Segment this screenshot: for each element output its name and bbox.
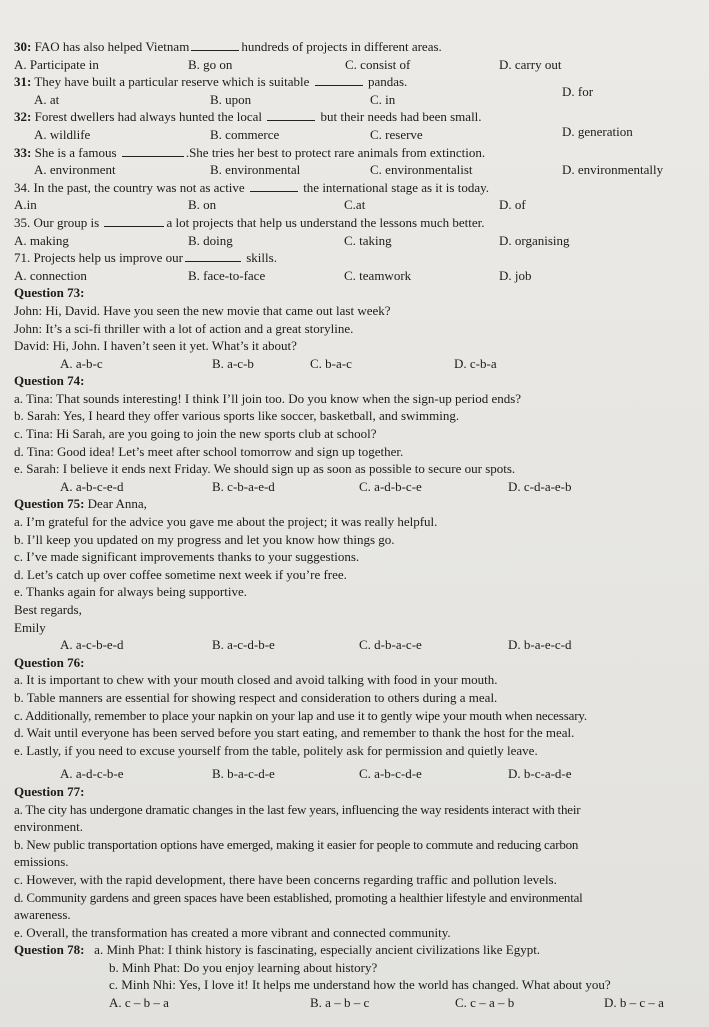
option-c: C. reserve xyxy=(370,126,423,142)
sentence-line: d. Community gardens and green spaces have been established, promoting a healthier lifestyle and environmental xyxy=(14,889,583,905)
dialogue-line: e. Sarah: I believe it ends next Friday. We should sign up as soon as possible to secure our spots. xyxy=(14,461,516,477)
letter-line: a. I’m grateful for the advice you gave me about the project; it was really helpful. xyxy=(14,514,438,530)
option-b: B. a-c-d-b-e xyxy=(212,637,275,653)
option-b: B. on xyxy=(188,197,217,213)
worksheet-content xyxy=(14,38,701,1012)
letter-line: b. I’ll keep you updated on my progress and let you know how things go. xyxy=(14,531,395,547)
option-b: B. doing xyxy=(188,232,233,248)
question-74-title: Question 74: xyxy=(14,373,85,389)
dialogue-line: John: Hi, David. Have you seen the new movie that came out last week? xyxy=(14,302,391,318)
answer-blank xyxy=(104,215,164,227)
option-a: A. at xyxy=(34,91,60,107)
dialogue-line: a. Minh Phat: I think history is fascinating, especially ancient civilizations like Egypt. xyxy=(94,942,541,958)
option-d: D. b-a-e-c-d xyxy=(508,637,572,653)
option-d: D. organising xyxy=(499,232,570,248)
question-number: 31: xyxy=(14,74,32,90)
dialogue-line: d. Tina: Good idea! Let’s meet after school tomorrow and sign up together. xyxy=(14,443,404,459)
stem-text: FAO has also helped Vietnam xyxy=(34,39,190,54)
answer-blank xyxy=(250,180,298,192)
option-c: C. d-b-a-c-e xyxy=(359,637,422,653)
option-d: D. c-b-a xyxy=(454,355,497,371)
letter-line: e. Thanks again for always being supportive. xyxy=(14,584,247,600)
option-b: B. b-a-c-d-e xyxy=(212,766,275,782)
option-c: C. in xyxy=(370,91,396,107)
question-label: Question 75: xyxy=(14,496,85,512)
question-75-options xyxy=(14,636,701,654)
dialogue-line: a. Tina: That sounds interesting! I think I’ll join too. Do you know when the sign-up period ends? xyxy=(14,390,522,406)
letter-closing: Best regards, xyxy=(14,602,82,617)
option-d: D. c-d-a-e-b xyxy=(508,478,572,494)
question-35-stem xyxy=(14,214,701,232)
answer-blank xyxy=(191,39,239,51)
question-31-options xyxy=(14,83,701,109)
dialogue-line: b. Minh Phat: Do you enjoy learning about history? xyxy=(109,959,378,975)
option-b: B. face-to-face xyxy=(188,267,266,283)
stem-text: Forest dwellers had always hunted the local xyxy=(34,109,263,125)
stem-text: She is a famous xyxy=(34,144,117,160)
sentence-line: awareness. xyxy=(14,907,71,923)
stem-text: a lot projects that help us understand the lessons much better. xyxy=(166,214,485,230)
option-a: A. wildlife xyxy=(34,126,91,142)
sentence-line: e. Lastly, if you need to excuse yourself from the table, politely ask for permission and quietly leave. xyxy=(14,742,538,758)
option-c: C. teamwork xyxy=(344,267,412,283)
letter-salutation: Dear Anna, xyxy=(87,496,147,512)
option-c: C. b-a-c xyxy=(310,355,352,371)
letter-line: c. I’ve made significant improvements thanks to your suggestions. xyxy=(14,549,360,565)
question-32-options xyxy=(14,123,701,144)
question-77-title: Question 77: xyxy=(14,783,85,799)
sentence-line: a. It is important to chew with your mouth closed and avoid talking with food in your mouth. xyxy=(14,672,498,688)
option-d: D. carry out xyxy=(499,56,562,72)
option-a: A. a-d-c-b-e xyxy=(60,766,124,782)
sentence-line: environment. xyxy=(14,819,83,835)
question-label: Question 78: xyxy=(14,942,85,958)
stem-text: the international stage as it is today. xyxy=(303,179,489,195)
option-c: C. c – a – b xyxy=(455,995,515,1011)
sentence-line: c. Additionally, remember to place your napkin on your lap and use it to gently wipe your mouth when necessary. xyxy=(14,707,588,723)
option-d: D. b-c-a-d-e xyxy=(508,766,572,782)
question-71-options xyxy=(14,267,701,285)
question-33-options xyxy=(14,161,701,179)
sentence-line: d. Wait until everyone has been served before you start eating, and remember to thank the host for the meal. xyxy=(14,725,575,741)
question-34-options xyxy=(14,196,701,214)
option-b: B. go on xyxy=(188,56,233,72)
option-a: A.in xyxy=(14,197,37,213)
stem-text: hundreds of projects in different areas. xyxy=(241,39,442,54)
question-76-title: Question 76: xyxy=(14,654,85,670)
dialogue-line: David: Hi, John. I haven’t seen it yet. What’s it about? xyxy=(14,338,297,354)
question-number: 30: xyxy=(14,39,32,54)
option-b: B. c-b-a-e-d xyxy=(212,478,275,494)
option-a: A. a-c-b-e-d xyxy=(60,637,124,653)
sentence-line: e. Overall, the transformation has created a more vibrant and connected community. xyxy=(14,924,451,940)
option-c: C. a-d-b-c-e xyxy=(359,478,422,494)
question-74-options xyxy=(14,478,701,496)
option-a: A. c – b – a xyxy=(109,995,169,1011)
question-33-stem xyxy=(14,144,701,162)
option-b: B. upon xyxy=(210,91,252,107)
stem-text: They have built a particular reserve which is suitable xyxy=(34,74,310,90)
option-a: A. connection xyxy=(14,267,87,283)
option-b: B. a-c-b xyxy=(212,355,254,371)
question-30-stem xyxy=(14,38,701,56)
stem-text: 34. In the past, the country was not as active xyxy=(14,179,245,195)
question-30-options xyxy=(14,56,701,74)
question-73-title: Question 73: xyxy=(14,285,85,301)
option-d: D. b – c – a xyxy=(604,995,664,1011)
option-a: A. a-b-c xyxy=(60,355,103,371)
option-d: D. of xyxy=(499,197,526,213)
option-c: C. a-b-c-d-e xyxy=(359,766,422,782)
answer-blank xyxy=(185,250,241,262)
option-d: D. job xyxy=(499,267,532,283)
stem-text: 35. Our group is xyxy=(14,214,100,230)
sentence-line: a. The city has undergone dramatic changes in the last few years, influencing the way residents interact with their xyxy=(14,801,581,817)
answer-blank xyxy=(315,74,363,86)
option-a: A. environment xyxy=(34,162,116,178)
answer-blank xyxy=(122,145,184,157)
question-75-title xyxy=(14,495,701,513)
question-35-options xyxy=(14,232,701,250)
option-c: C.at xyxy=(344,197,366,213)
option-b: B. a – b – c xyxy=(310,995,370,1011)
option-d: D. generation xyxy=(562,123,633,139)
stem-text: but their needs had been small. xyxy=(320,109,482,125)
dialogue-line: b. Sarah: Yes, I heard they offer various sports like soccer, basketball, and swimming. xyxy=(14,408,460,424)
stem-text: pandas. xyxy=(367,74,408,90)
sentence-line: c. However, with the rapid development, there have been concerns regarding traffic and pollution levels. xyxy=(14,871,557,887)
option-c: C. environmentalist xyxy=(370,162,473,178)
option-b: B. commerce xyxy=(210,126,280,142)
question-71-stem xyxy=(14,249,701,267)
question-78-options xyxy=(14,994,701,1012)
letter-line: d. Let’s catch up over coffee sometime next week if you’re free. xyxy=(14,566,347,582)
option-c: C. taking xyxy=(344,232,392,248)
option-a: A. a-b-c-e-d xyxy=(60,478,124,494)
question-number: 32: xyxy=(14,109,32,125)
answer-blank xyxy=(267,109,315,121)
question-34-stem xyxy=(14,179,701,197)
stem-text: 71. Projects help us improve our xyxy=(14,250,183,266)
dialogue-line: c. Minh Nhi: Yes, I love it! It helps me understand how the world has changed. What about you? xyxy=(109,977,611,993)
option-d: D. for xyxy=(562,83,594,99)
option-c: C. consist of xyxy=(345,56,411,72)
stem-text: .She tries her best to protect rare animals from extinction. xyxy=(185,144,486,160)
sentence-line: b. New public transportation options have emerged, making it easier for people to commute and reducing carbon xyxy=(14,836,579,852)
question-76-options xyxy=(14,765,701,783)
question-73-options xyxy=(14,355,701,373)
sentence-line: b. Table manners are essential for showing respect and consideration to others during a meal. xyxy=(14,689,498,705)
question-78-first-line xyxy=(14,941,701,959)
option-a: A. making xyxy=(14,232,69,248)
option-b: B. environmental xyxy=(210,162,301,178)
dialogue-line: John: It’s a sci-fi thriller with a lot of action and a great storyline. xyxy=(14,320,354,336)
question-31-stem xyxy=(14,73,701,91)
dialogue-line: c. Tina: Hi Sarah, are you going to join the new sports club at school? xyxy=(14,426,377,442)
option-d: D. environmentally xyxy=(562,162,664,178)
letter-signature: Emily xyxy=(14,619,46,635)
sentence-line: emissions. xyxy=(14,854,69,870)
question-number: 33: xyxy=(14,144,32,160)
option-a: A. Participate in xyxy=(14,56,99,72)
stem-text: skills. xyxy=(246,250,277,266)
